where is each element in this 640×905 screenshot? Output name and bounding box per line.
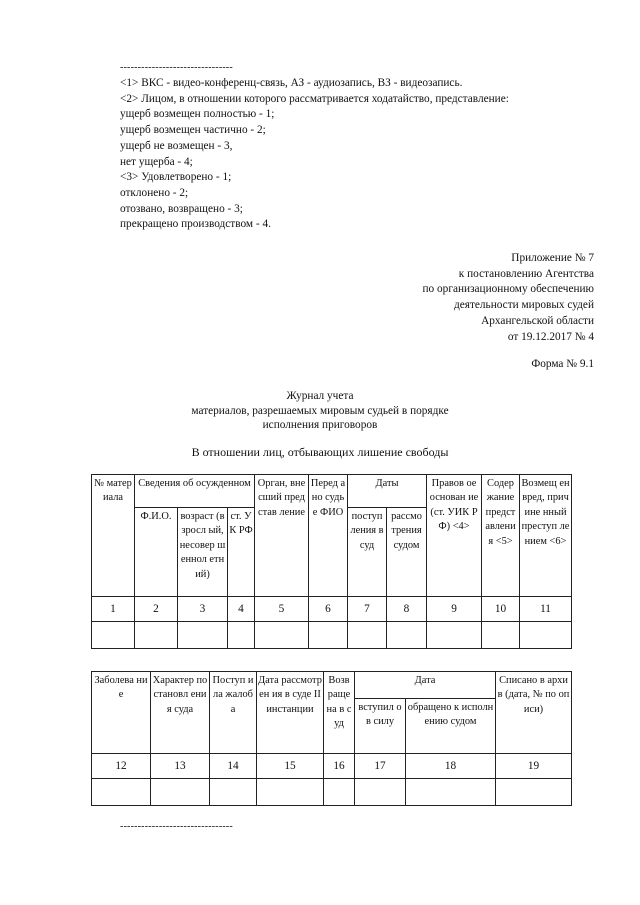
footnote-line: <2> Лицом, в отношении которого рассматривается ходатайство, представление: (120, 92, 509, 105)
footnote-line: прекращено производством - 4. (120, 218, 271, 231)
table-row (92, 779, 572, 806)
column-number: 12 (92, 754, 151, 779)
empty-cell (355, 779, 406, 806)
header-archived: Списано в архив (дата, № по описи) (496, 672, 572, 754)
footnote-line: ущерб возмещен полностью - 1; (120, 108, 275, 121)
empty-cell (92, 622, 135, 649)
empty-cell (255, 622, 309, 649)
header-passed-to-judge: Перед ано судье ФИО (309, 475, 348, 597)
column-number: 10 (482, 597, 520, 622)
empty-cell (324, 779, 355, 806)
header-material-number: № матер иала (92, 475, 135, 597)
header-executed-by-court: обращено к исполнению судом (406, 699, 496, 754)
empty-cell (482, 622, 520, 649)
column-number: 19 (496, 754, 572, 779)
column-number: 8 (387, 597, 427, 622)
header-damage-compensated: Возмещ ен вред, причине нный преступ лением <6> (520, 475, 572, 597)
column-number: 1 (92, 597, 135, 622)
appendix-line: Архангельской области (481, 314, 594, 327)
column-number: 6 (309, 597, 348, 622)
footnote-line: ущерб возмещен частично - 2; (120, 124, 266, 137)
column-number: 2 (135, 597, 178, 622)
journal-title-line: Журнал учета (286, 390, 354, 402)
column-number: 18 (406, 754, 496, 779)
empty-cell (520, 622, 572, 649)
header-review-date: рассмо трения судом (387, 508, 427, 597)
column-number: 15 (257, 754, 324, 779)
empty-cell (348, 622, 387, 649)
header-full-name: Ф.И.О. (135, 508, 178, 597)
footnote-line: <1> ВКС - видео-конференц-связь, АЗ - аудиозапись, ВЗ - видеозапись. (120, 77, 463, 89)
form-number: Форма № 9.1 (531, 358, 594, 370)
appendix-header (423, 251, 594, 345)
empty-cell (496, 779, 572, 806)
empty-cell (387, 622, 427, 649)
header-entered-into-force: вступил о в силу (355, 699, 406, 754)
column-number: 16 (324, 754, 355, 779)
column-number: 5 (255, 597, 309, 622)
empty-cell (406, 779, 496, 806)
table-row (92, 622, 572, 649)
column-number: 3 (178, 597, 228, 622)
header-date: Дата (355, 672, 496, 699)
journal-subtitle: В отношении лиц, отбывающих лишение свободы (191, 445, 449, 459)
empty-cell (135, 622, 178, 649)
header-ruling-nature: Характер постановл ения суда (151, 672, 210, 754)
footer-separator: -------------------------------- (120, 821, 233, 832)
notes-separator: -------------------------------- (120, 62, 233, 73)
header-appeal-review-date: Дата рассмотрен ия в суде II инстанции (257, 672, 324, 754)
column-number: 17 (355, 754, 406, 779)
column-number: 7 (348, 597, 387, 622)
header-returned-to-court: Возв раще на в суд (324, 672, 355, 754)
column-number: 13 (151, 754, 210, 779)
footnote-line: отозвано, возвращено - 3; (120, 202, 243, 215)
appendix-line: деятельности мировых судей (454, 299, 594, 312)
header-dates: Даты (348, 475, 427, 508)
empty-cell (210, 779, 257, 806)
appendix-line: по организационному обеспечению (422, 283, 594, 296)
journal-title-line: исполнения приговоров (262, 419, 378, 432)
materials-table-part-2 (91, 671, 572, 806)
empty-cell (178, 622, 228, 649)
journal-title (0, 389, 640, 433)
empty-cell (257, 779, 324, 806)
journal-title-line: материалов, разрешаемых мировым судьей в порядке (191, 404, 449, 417)
header-illness: Заболева ние (92, 672, 151, 754)
appendix-line: к постановлению Агентства (458, 267, 594, 280)
header-criminal-code-article: ст. УК РФ (228, 508, 255, 597)
empty-cell (92, 779, 151, 806)
footnote-line: ущерб не возмещен - 3, (120, 139, 233, 152)
footnote-line: отклонено - 2; (120, 186, 189, 199)
empty-cell (309, 622, 348, 649)
column-number: 11 (520, 597, 572, 622)
header-age: возраст (взросл ый, несовер шеннол етний) (178, 508, 228, 597)
empty-cell (228, 622, 255, 649)
empty-cell (427, 622, 482, 649)
footnotes (120, 76, 509, 233)
footnote-line: нет ущерба - 4; (120, 155, 193, 168)
header-complaint-received: Поступ ила жалоба (210, 672, 257, 754)
header-submission-content: Содер жание предст авлени я <5> (482, 475, 520, 597)
column-number: 9 (427, 597, 482, 622)
header-legal-basis: Правов ое основан ие (ст. УИК РФ) <4> (427, 475, 482, 597)
column-number: 4 (228, 597, 255, 622)
appendix-line: от 19.12.2017 № 4 (507, 330, 594, 343)
column-number: 14 (210, 754, 257, 779)
appendix-line: Приложение № 7 (511, 252, 594, 264)
materials-table-part-1 (91, 474, 572, 649)
footnote-line: <3> Удовлетворено - 1; (120, 171, 232, 184)
header-convict-info: Сведения об осужденном (135, 475, 255, 508)
header-submitting-body: Орган, внесший представ ление (255, 475, 309, 597)
empty-cell (151, 779, 210, 806)
header-received-date: поступ ления в суд (348, 508, 387, 597)
